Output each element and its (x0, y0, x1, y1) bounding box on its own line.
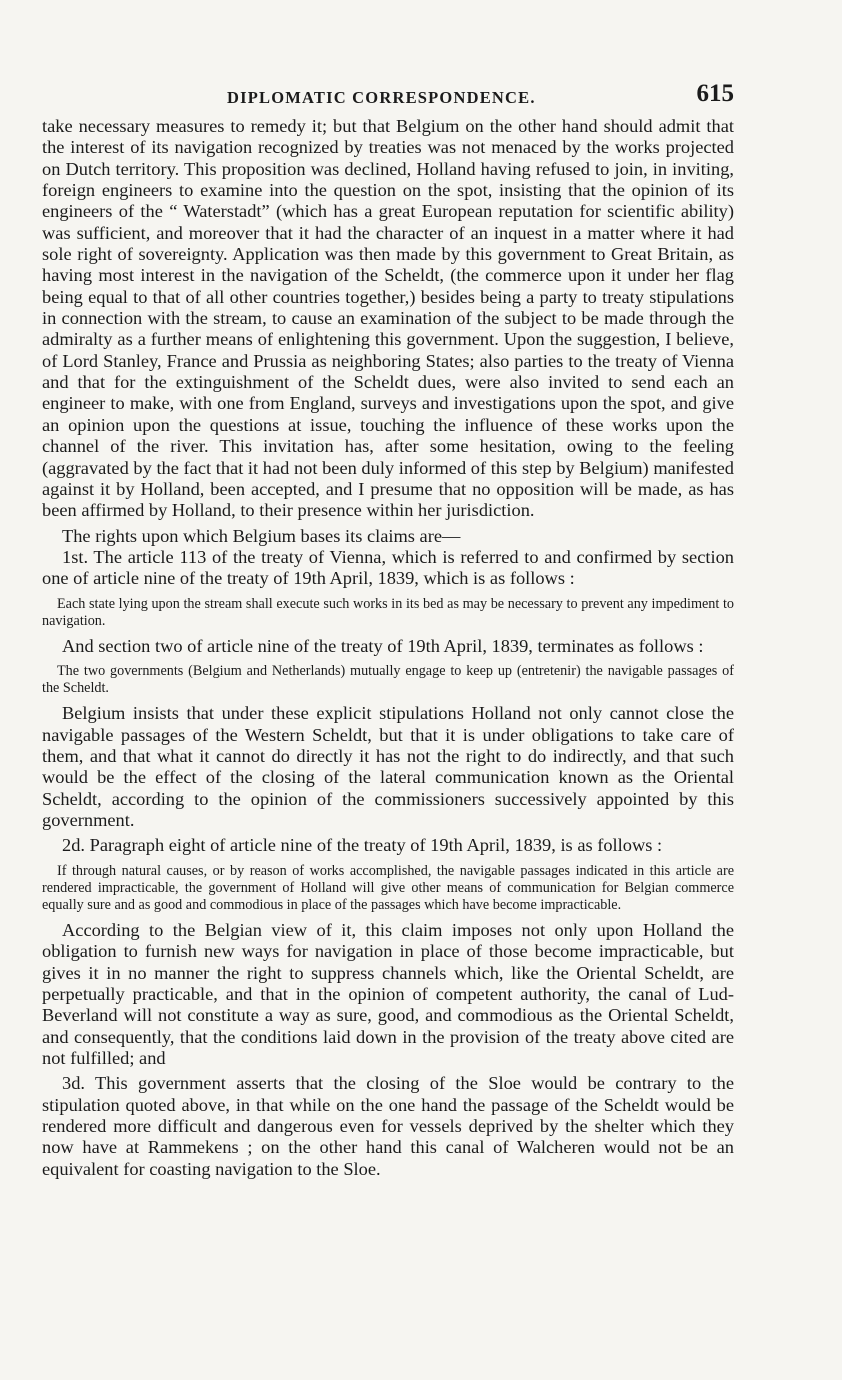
quote-section-two: The two governments (Belgium and Netherlands) mutually engage to keep up (entretenir) the navigable passages of the Scheldt. (42, 663, 734, 697)
paragraph-rights-intro: The rights upon which Belgium bases its claims are— (62, 525, 461, 546)
paragraph-section-two: And section two of article nine of the treaty of 19th April, 1839, terminates as follows : (62, 635, 704, 656)
paragraph-belgium-insists: Belgium insists that under these explicit stipulations Holland not only cannot close the navigable passages of the Western Scheldt, but that it is under obligations to take care of them, and that what it cannot do directly it has not the right to do indirectly, and that such would be the effect of the closing of the lateral communication known as the Oriental Scheldt, according to the opinion of the commissioners successively appointed by this government. (42, 703, 734, 830)
paragraph-continuation: take necessary measures to remedy it; but that Belgium on the other hand should admit that the interest of its navigation recognized by treaties was not menaced by the works projected on Dutch territory. This proposition was declined, Holland having refused to join, in inviting, foreign engineers to examine into the question on the spot, insisting that the opinion of its engineers of the “ Waterstadt” (which has a great European reputation for scientific ability) was sufficient, and moreover that it had the character of an inquest in a matter where it had sole right of sovereignty. Application was then made by this government to Great Britain, as having most interest in the navigation of the Scheldt, (the commerce upon it under her flag being equal to that of all other countries together,) besides being a party to treaty stipulations in connection with the stream, to cause an examination of the subject to be made through the admiralty as a further means of enlightening this government. Upon the suggestion, I believe, of Lord Stanley, France and Prussia as neighboring States; also parties to the treaty of Vienna and that for the extinguishment of the Scheldt dues, were also invited to send each an engineer to make, with one from England, surveys and investigations upon the spot, and give an opinion upon the questions at issue, touching the influence of these works upon the channel of the river. This invitation has, after some hesitation, owing to the feeling (aggravated by the fact that it had not been duly informed of this step by Belgium) manifested against it by Holland, been accepted, and I presume that no opposition will be made, as has been affirmed by Holland, to their presence within her jurisdiction. (42, 116, 734, 521)
quote-article-113: Each state lying upon the stream shall execute such works in its bed as may be necessary to prevent any impediment to navigation. (42, 595, 734, 629)
paragraph-first-right: 1st. The article 113 of the treaty of Vienna, which is referred to and confirmed by section one of article nine of the treaty of 19th April, 1839, which is as follows : (42, 546, 734, 589)
paragraph-third-right: 3d. This government asserts that the closing of the Sloe would be contrary to the stipulation quoted above, in that while on the one hand the passage of the Scheldt would be rendered more difficult and dangerous even for vessels deprived by the shelter which they now have at Rammekens ; on the other hand this canal of Walcheren would not be an equivalent for coasting navigation to the Sloe. (42, 1073, 734, 1179)
running-head: DIPLOMATIC CORRESPONDENCE. (227, 88, 536, 107)
quote-paragraph-eight: If through natural causes, or by reason of works accomplished, the navigable passages indicated in this article are rendered impracticable, the government of Holland will give other means of communication for Belgian commerce equally sure and as good and commodious in place of the passages which have become impracticable. (42, 862, 734, 913)
page-number: 615 (696, 80, 734, 107)
paragraph-belgian-view: According to the Belgian view of it, this claim imposes not only upon Holland the obligation to furnish new ways for navigation in place of those become impracticable, but gives it in no manner the right to suppress channels which, like the Oriental Scheldt, are perpetually practicable, and that in the opinion of competent authority, the canal of Lud-Beverland will not constitute a way as sure, good, and commodious as the Oriental Scheldt, and consequently, that the conditions laid down in the provision of the treaty above cited are not fulfilled; and (42, 919, 734, 1069)
paragraph-second-right: 2d. Paragraph eight of article nine of the treaty of 19th April, 1839, is as follows : (62, 835, 663, 856)
page-header (42, 78, 734, 116)
